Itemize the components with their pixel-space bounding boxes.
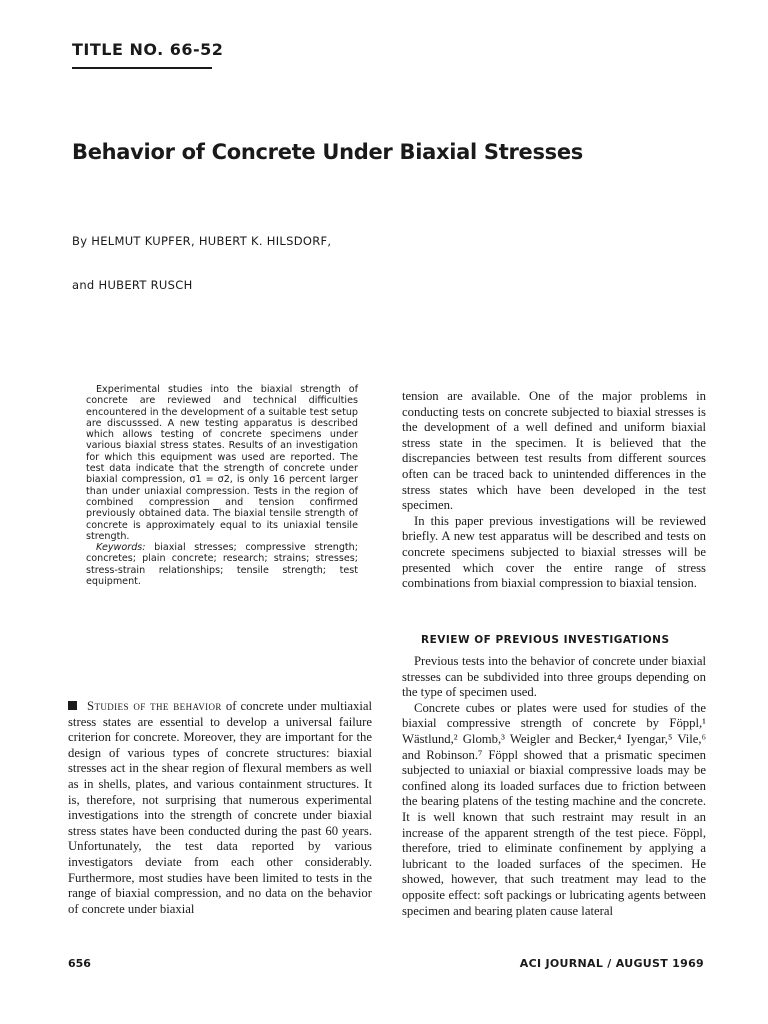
article-title: Behavior of Concrete Under Biaxial Stresses [72, 140, 584, 164]
abstract-keywords [86, 542, 358, 587]
title-number-underline [72, 67, 212, 69]
keywords-list: biaxial stresses; compressive strength; concretes; plain concrete; research; strains; stresses; stress-strain relationships; tensile strength; test equipment. [86, 542, 358, 588]
intro-paragraph-continued: tension are available. One of the major problems in conducting tests on concrete subjected to biaxial stresses is the development of a well defined and uniform biaxial stress state in the specimen. It is believed that the discrepancies between test results from different sources often can be traced back to unintended differences in the stress states which have been developed in the test specimen. [402, 389, 706, 513]
journal-footer: ACI JOURNAL / AUGUST 1969 [519, 957, 704, 970]
authors-line-2: and HUBERT RUSCH [72, 278, 193, 292]
review-paragraph-2: Concrete cubes or plates were used for studies of the biaxial compressive strength of concrete by Föppl,¹ Wästlund,² Glomb,³ Weigler and Becker,⁴ Iyengar,⁵ Vile,⁶ and Robinson.⁷ Föppl showed that a prismatic specimen subjected to uniaxial or biaxial compressive loads may be confined along its loaded surfaces due to friction between the bearing platens of the testing machine and the concrete. It is well known that such restraint may result in an increase of the apparent strength of the test piece. Föppl, therefore, tried to eliminate confinement by applying a lubricant to the loaded surfaces of the specimen. He showed, however, that such treatment may lead to the opposite effect: soft packings or lubricating agents between specimen and bearing platen cause lateral [402, 700, 706, 918]
intro-paragraph [68, 699, 372, 917]
review-paragraph-1: Previous tests into the behavior of concrete under biaxial stresses can be subdivided into three groups depending on the type of specimen used. [402, 654, 706, 700]
authors-line-1: By HELMUT KUPFER, HUBERT K. HILSDORF, [72, 234, 332, 248]
section-heading: REVIEW OF PREVIOUS INVESTIGATIONS [421, 634, 670, 646]
right-column-intro [402, 389, 706, 592]
keywords-label: Keywords: [96, 542, 146, 554]
abstract-text: Experimental studies into the biaxial strength of concrete are reviewed and technical difficulties encountered in the development of a suitable test setup are discusssed. A new testing apparatus is described which allows testing of concrete specimens under various biaxial stress states. Results of an investigation for which this equipment was used are reported. The test data indicate that the strength of concrete under biaxial compression, σ1 = σ2, is only 16 percent larger than under uniaxial compression. Tests in the region of combined compression and tension confirmed previously obtained data. The biaxial tensile strength of concrete is approximately equal to its uniaxial tensile strength. [86, 384, 358, 542]
right-column-review [402, 654, 706, 919]
intro-lead-words: Studies of the behavior [87, 699, 222, 713]
page-number: 656 [68, 957, 91, 970]
abstract [86, 384, 358, 587]
intro-text: of concrete under multiaxial stress states are essential to develop a universal failure criterion for concrete. Moreover, they are important for the design of various types of concrete structures: biaxial stresses act in the shear region of flexural members as well as in shells, plates, and various containment structures. It is, therefore, not surprising that numerous experimental investigations into the strength of concrete under biaxial stress states have been conducted during the past 60 years. Unfortunately, the test data reported by various investigators deviate from each other considerably. Furthermore, most studies have been limited to tests in the range of biaxial compression, and no data on the behavior of concrete under biaxial [68, 699, 372, 916]
left-column-intro [68, 699, 372, 917]
paper-scope-paragraph: In this paper previous investigations will be reviewed briefly. A new test apparatus will be described and tests on concrete specimens subjected to biaxial stresses will be presented which cover the entire range of stress combinations from biaxial compression to biaxial tension. [402, 513, 706, 591]
title-number: TITLE NO. 66-52 [72, 40, 224, 59]
section-start-square-icon [68, 701, 77, 710]
